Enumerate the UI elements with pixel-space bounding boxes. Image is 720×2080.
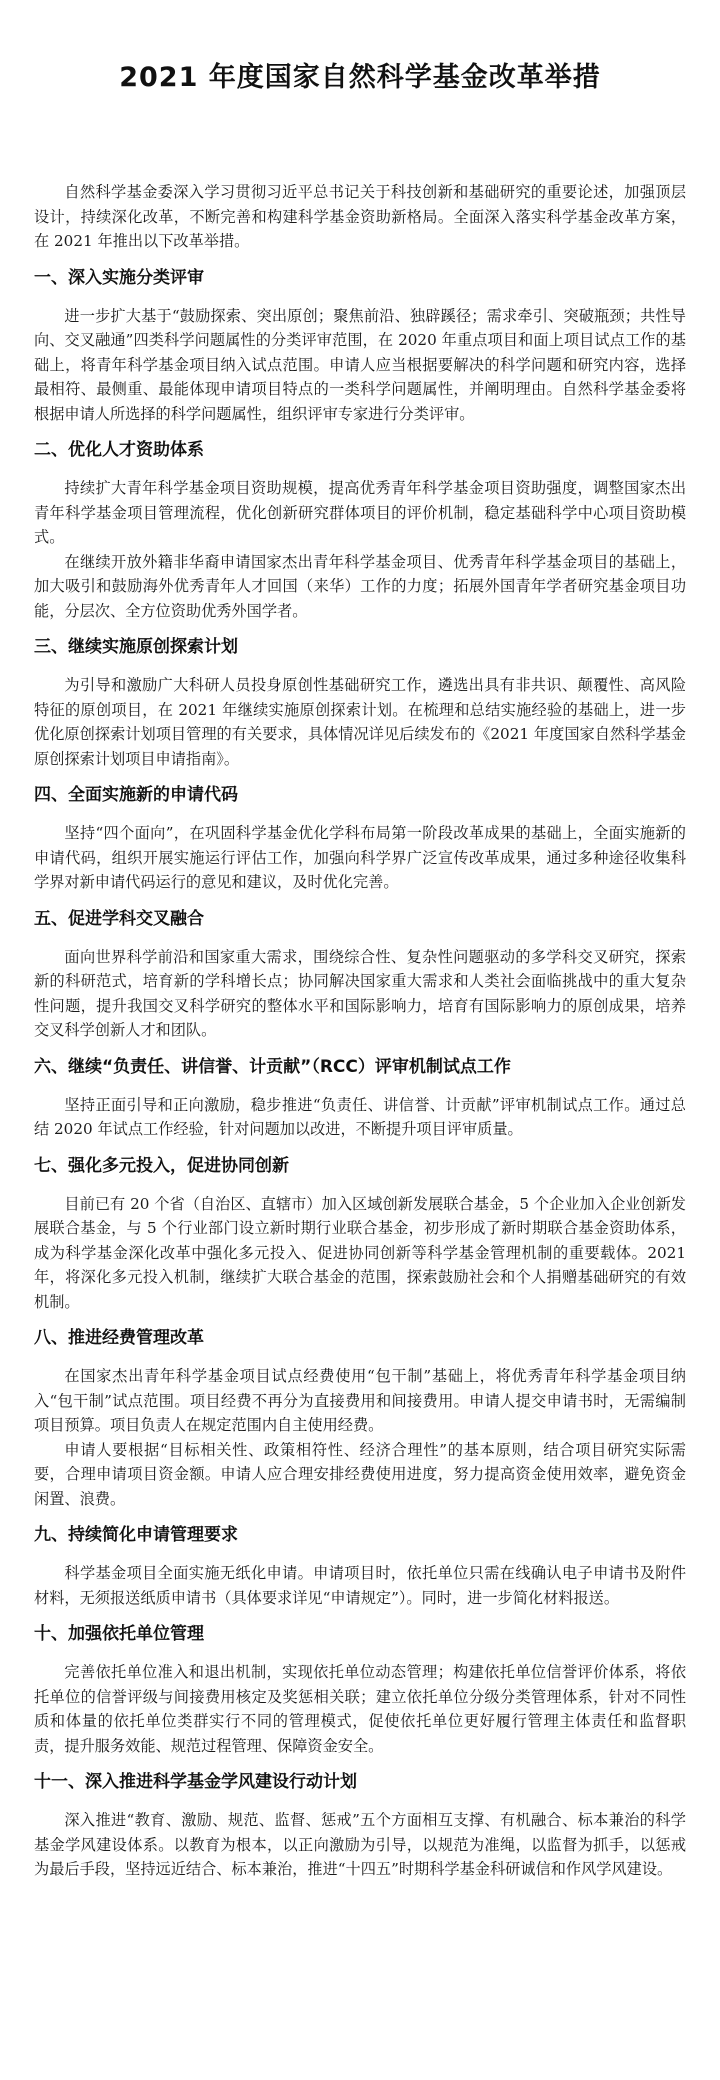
section-9 [34, 1523, 686, 1610]
section-heading: 八、推进经费管理改革 [34, 1328, 204, 1348]
section-6 [34, 1055, 686, 1142]
section-1 [34, 266, 686, 427]
section-heading: 六、继续“负责任、讲信誉、计贡献”（RCC）评审机制试点工作 [34, 1056, 511, 1077]
section-paragraph: 在继续开放外籍非华裔申请国家杰出青年科学基金项目、优秀青年科学基金项目的基础上，加大吸引和鼓励海外优秀青年人才回国（来华）工作的力度；拓展外国青年学者研究基金项目功能，分层次、全方位资助优秀外国学者。 [34, 552, 686, 620]
article-title: 2021 年度国家自然科学基金改革举措 [119, 62, 601, 93]
section-paragraph: 完善依托单位准入和退出机制，实现依托单位动态管理；构建依托单位信誉评价体系，将依托单位的信誉评级与间接费用核定及奖惩相关联；建立依托单位分级分类管理体系，针对不同性质和体量的依托单位类群实行不同的管理模式，促使依托单位更好履行管理主体责任和监督职责，提升服务效能、规范过程管理、保障资金安全。 [34, 1663, 686, 1755]
section-heading: 一、深入实施分类评审 [34, 267, 204, 288]
section-paragraph: 持续扩大青年科学基金项目资助规模，提高优秀青年科学基金项目资助强度，调整国家杰出青年科学基金项目管理流程，优化创新研究群体项目的评价机制，稳定基础科学中心项目资助模式。 [34, 479, 686, 546]
section-2 [34, 438, 686, 623]
section-4 [34, 783, 686, 895]
section-heading: 五、促进学科交叉融合 [34, 908, 204, 929]
section-11 [34, 1770, 686, 1882]
section-heading: 九、持续简化申请管理要求 [34, 1525, 238, 1545]
section-heading: 七、强化多元投入，促进协同创新 [34, 1155, 289, 1176]
section-10 [34, 1622, 686, 1758]
section-paragraph: 申请人要根据“目标相关性、政策相符性、经济合理性”的基本原则，结合项目研究实际需要，合理申请项目资金额。申请人应合理安排经费使用进度，努力提高资金使用效率，避免资金闲置、浪费。 [34, 1440, 686, 1508]
intro-paragraph: 自然科学基金委深入学习贯彻习近平总书记关于科技创新和基础研究的重要论述，加强顶层设计，持续深化改革，不断完善和构建科学基金资助新格局。全面深入落实科学基金改革方案，在 2021 年推出以下改革举措。 [34, 183, 686, 250]
section-paragraph: 坚持“四个面向”，在巩固科学基金优化学科布局第一阶段改革成果的基础上，全面实施新的申请代码，组织开展实施运行评估工作，加强向科学界广泛宣传改革成果，通过多种途径收集科学界对新申请代码运行的意见和建议，及时优化完善。 [34, 824, 686, 891]
section-paragraph: 深入推进“教育、激励、规范、监督、惩戒”五个方面相互支撑、有机融合、标本兼治的科学基金学风建设体系。以教育为根本，以正向激励为引导，以规范为准绳，以监督为抓手，以惩戒为最后手段，坚持远近结合、标本兼治，推进“十四五”时期科学基金科研诚信和作风学风建设。 [34, 1811, 686, 1878]
section-8 [34, 1326, 686, 1511]
section-paragraph: 在国家杰出青年科学基金项目试点经费使用“包干制”基础上，将优秀青年科学基金项目纳入“包干制”试点范围。项目经费不再分为直接费用和间接费用。申请人提交申请书时，无需编制项目预算。项目负责人在规定范围内自主使用经费。 [34, 1367, 686, 1434]
section-heading: 二、优化人才资助体系 [34, 440, 204, 460]
sections-container [34, 266, 686, 1882]
section-heading: 十、加强依托单位管理 [34, 1624, 204, 1644]
section-paragraph: 为引导和激励广大科研人员投身原创性基础研究工作，遴选出具有非共识、颠覆性、高风险特征的原创项目，在 2021 年继续实施原创探索计划。在梳理和总结实施经验的基础上，进一步优化原创探索计划项目管理的有关要求，具体情况详见后续发布的《2021 年度国家自然科学基金原创探索计划项目申请指南》。 [34, 676, 686, 768]
section-3 [34, 635, 686, 771]
section-paragraph: 坚持正面引导和正向激励，稳步推进“负责任、讲信誉、计贡献”评审机制试点工作。通过总结 2020 年试点工作经验，针对问题加以改进，不断提升项目评审质量。 [34, 1095, 686, 1138]
section-5 [34, 907, 686, 1043]
section-paragraph: 进一步扩大基于“鼓励探索、突出原创；聚焦前沿、独辟蹊径；需求牵引、突破瓶颈；共性导向、交叉融通”四类科学问题属性的分类评审范围，在 2020 年重点项目和面上项目试点工作的基础上，将青年科学基金项目纳入试点范围。申请人应当根据要解决的科学问题和研究内容，选择最相符、最侧重、最能体现申请项目特点的一类科学问题属性，并阐明理由。自然科学基金委将根据申请人所选择的科学问题属性，组织评审专家进行分类评审。 [34, 306, 686, 423]
section-paragraph: 目前已有 20 个省（自治区、直辖市）加入区域创新发展联合基金，5 个企业加入企业创新发展联合基金，与 5 个行业部门设立新时期行业联合基金，初步形成了新时期联合基金资助体系，成为科学基金深化改革中强化多元投入、促进协同创新等科学基金管理机制的重要载体。2021 年，将深化多元投入机制，继续扩大联合基金的范围，探索鼓励社会和个人捐赠基础研究的有效机制。 [34, 1194, 686, 1311]
section-heading: 十一、深入推进科学基金学风建设行动计划 [34, 1772, 357, 1792]
section-7 [34, 1154, 686, 1315]
section-heading: 四、全面实施新的申请代码 [34, 785, 238, 805]
section-paragraph: 面向世界科学前沿和国家重大需求，围绕综合性、复杂性问题驱动的多学科交叉研究，探索新的科研范式，培育新的学科增长点；协同解决国家重大需求和人类社会面临挑战中的重大复杂性问题，提升我国交叉科学研究的整体水平和国际影响力，培育有国际影响力的原创成果，培养交叉科学创新人才和团队。 [34, 947, 686, 1039]
section-paragraph: 科学基金项目全面实施无纸化申请。申请项目时，依托单位只需在线确认电子申请书及附件材料，无须报送纸质申请书（具体要求详见“申请规定”）。同时，进一步简化材料报送。 [34, 1564, 686, 1607]
section-heading: 三、继续实施原创探索计划 [34, 637, 238, 657]
